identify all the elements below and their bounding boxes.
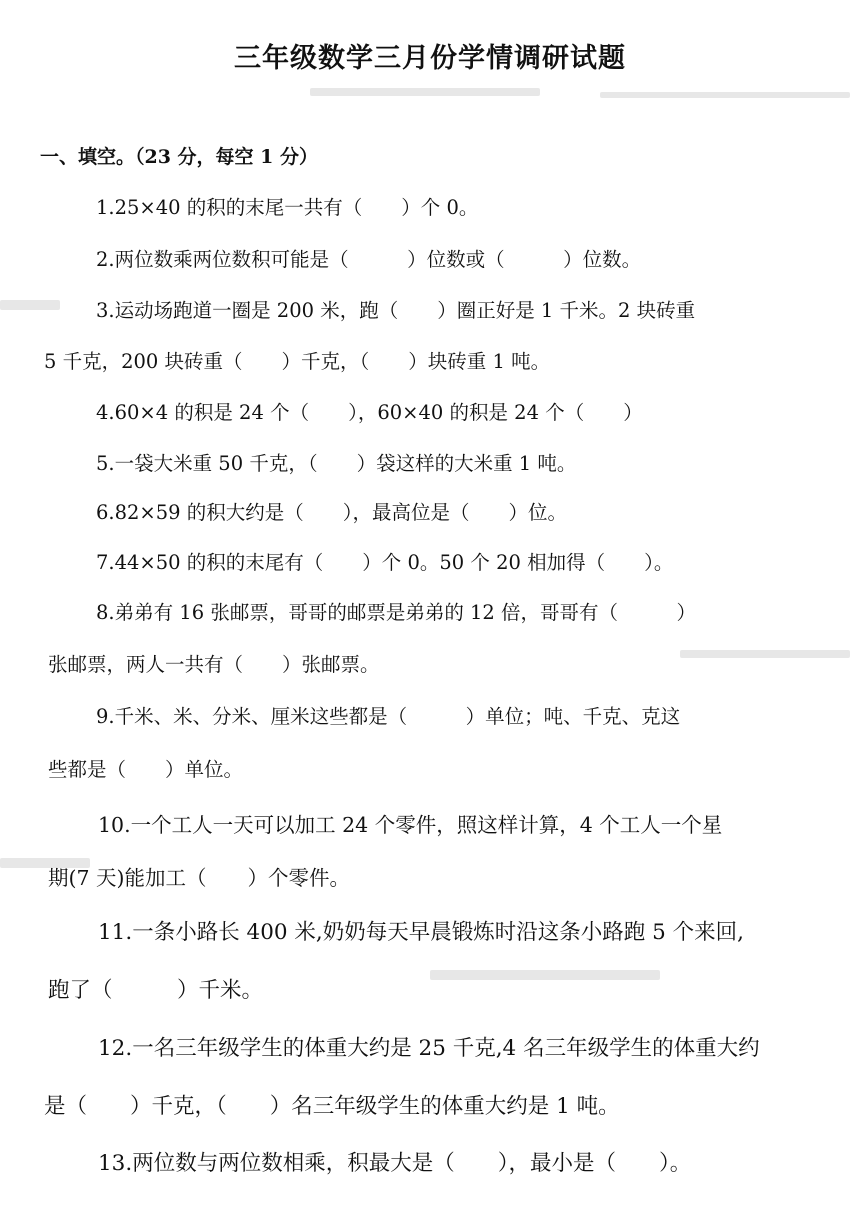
question-12-line-1: 12.一名三年级学生的体重大约是 25 千克,4 名三年级学生的体重大约 xyxy=(98,1036,760,1061)
question-10-line-2: 期(7 天)能加工（ ）个零件。 xyxy=(48,866,351,890)
scan-noise xyxy=(680,650,850,658)
question-8-line-2: 张邮票，两人一共有（ ）张邮票。 xyxy=(48,653,380,676)
section-heading: 一、填空。（23 分，每空 1 分） xyxy=(40,146,319,168)
page-title: 三年级数学三月份学情调研试题 xyxy=(234,43,626,74)
question-12-line-2: 是（ ）千克，（ ）名三年级学生的体重大约是 1 吨。 xyxy=(44,1094,620,1119)
question-9-line-1: 9.千米、米、分米、厘米这些都是（ ）单位；吨、千克、克这 xyxy=(96,705,681,728)
question-4: 4.60×4 的积是 24 个（ ），60×40 的积是 24 个（ ） xyxy=(96,401,643,424)
scan-noise xyxy=(0,300,60,310)
question-8-line-1: 8.弟弟有 16 张邮票，哥哥的邮票是弟弟的 12 倍，哥哥有（ ） xyxy=(96,601,697,624)
question-6: 6.82×59 的积大约是（ ），最高位是（ ）位。 xyxy=(96,501,568,524)
question-13: 13.两位数与两位数相乘，积最大是（ ），最小是（ ）。 xyxy=(98,1151,692,1176)
question-9-line-2: 些都是（ ）单位。 xyxy=(48,758,244,781)
scan-noise xyxy=(430,970,660,980)
question-2: 2.两位数乘两位数积可能是（ ）位数或（ ）位数。 xyxy=(96,248,642,271)
question-5: 5.一袋大米重 50 千克，（ ）袋这样的大米重 1 吨。 xyxy=(96,452,577,475)
question-7: 7.44×50 的积的末尾有（ ）个 0。50 个 20 相加得（ ）。 xyxy=(96,551,674,574)
scan-noise xyxy=(600,92,850,98)
question-3-line-2: 5 千克，200 块砖重（ ）千克，（ ）块砖重 1 吨。 xyxy=(44,350,551,373)
scan-noise xyxy=(310,88,540,96)
question-1: 1.25×40 的积的末尾一共有（ ）个 0。 xyxy=(96,196,479,219)
question-10-line-1: 10.一个工人一天可以加工 24 个零件，照这样计算，4 个工人一个星 xyxy=(98,813,723,837)
question-11-line-2: 跑了（ ）千米。 xyxy=(48,978,264,1003)
question-3-line-1: 3.运动场跑道一圈是 200 米，跑（ ）圈正好是 1 千米。2 块砖重 xyxy=(96,299,696,322)
question-11-line-1: 11.一条小路长 400 米,奶奶每天早晨锻炼时沿这条小路跑 5 个来回, xyxy=(98,920,744,945)
